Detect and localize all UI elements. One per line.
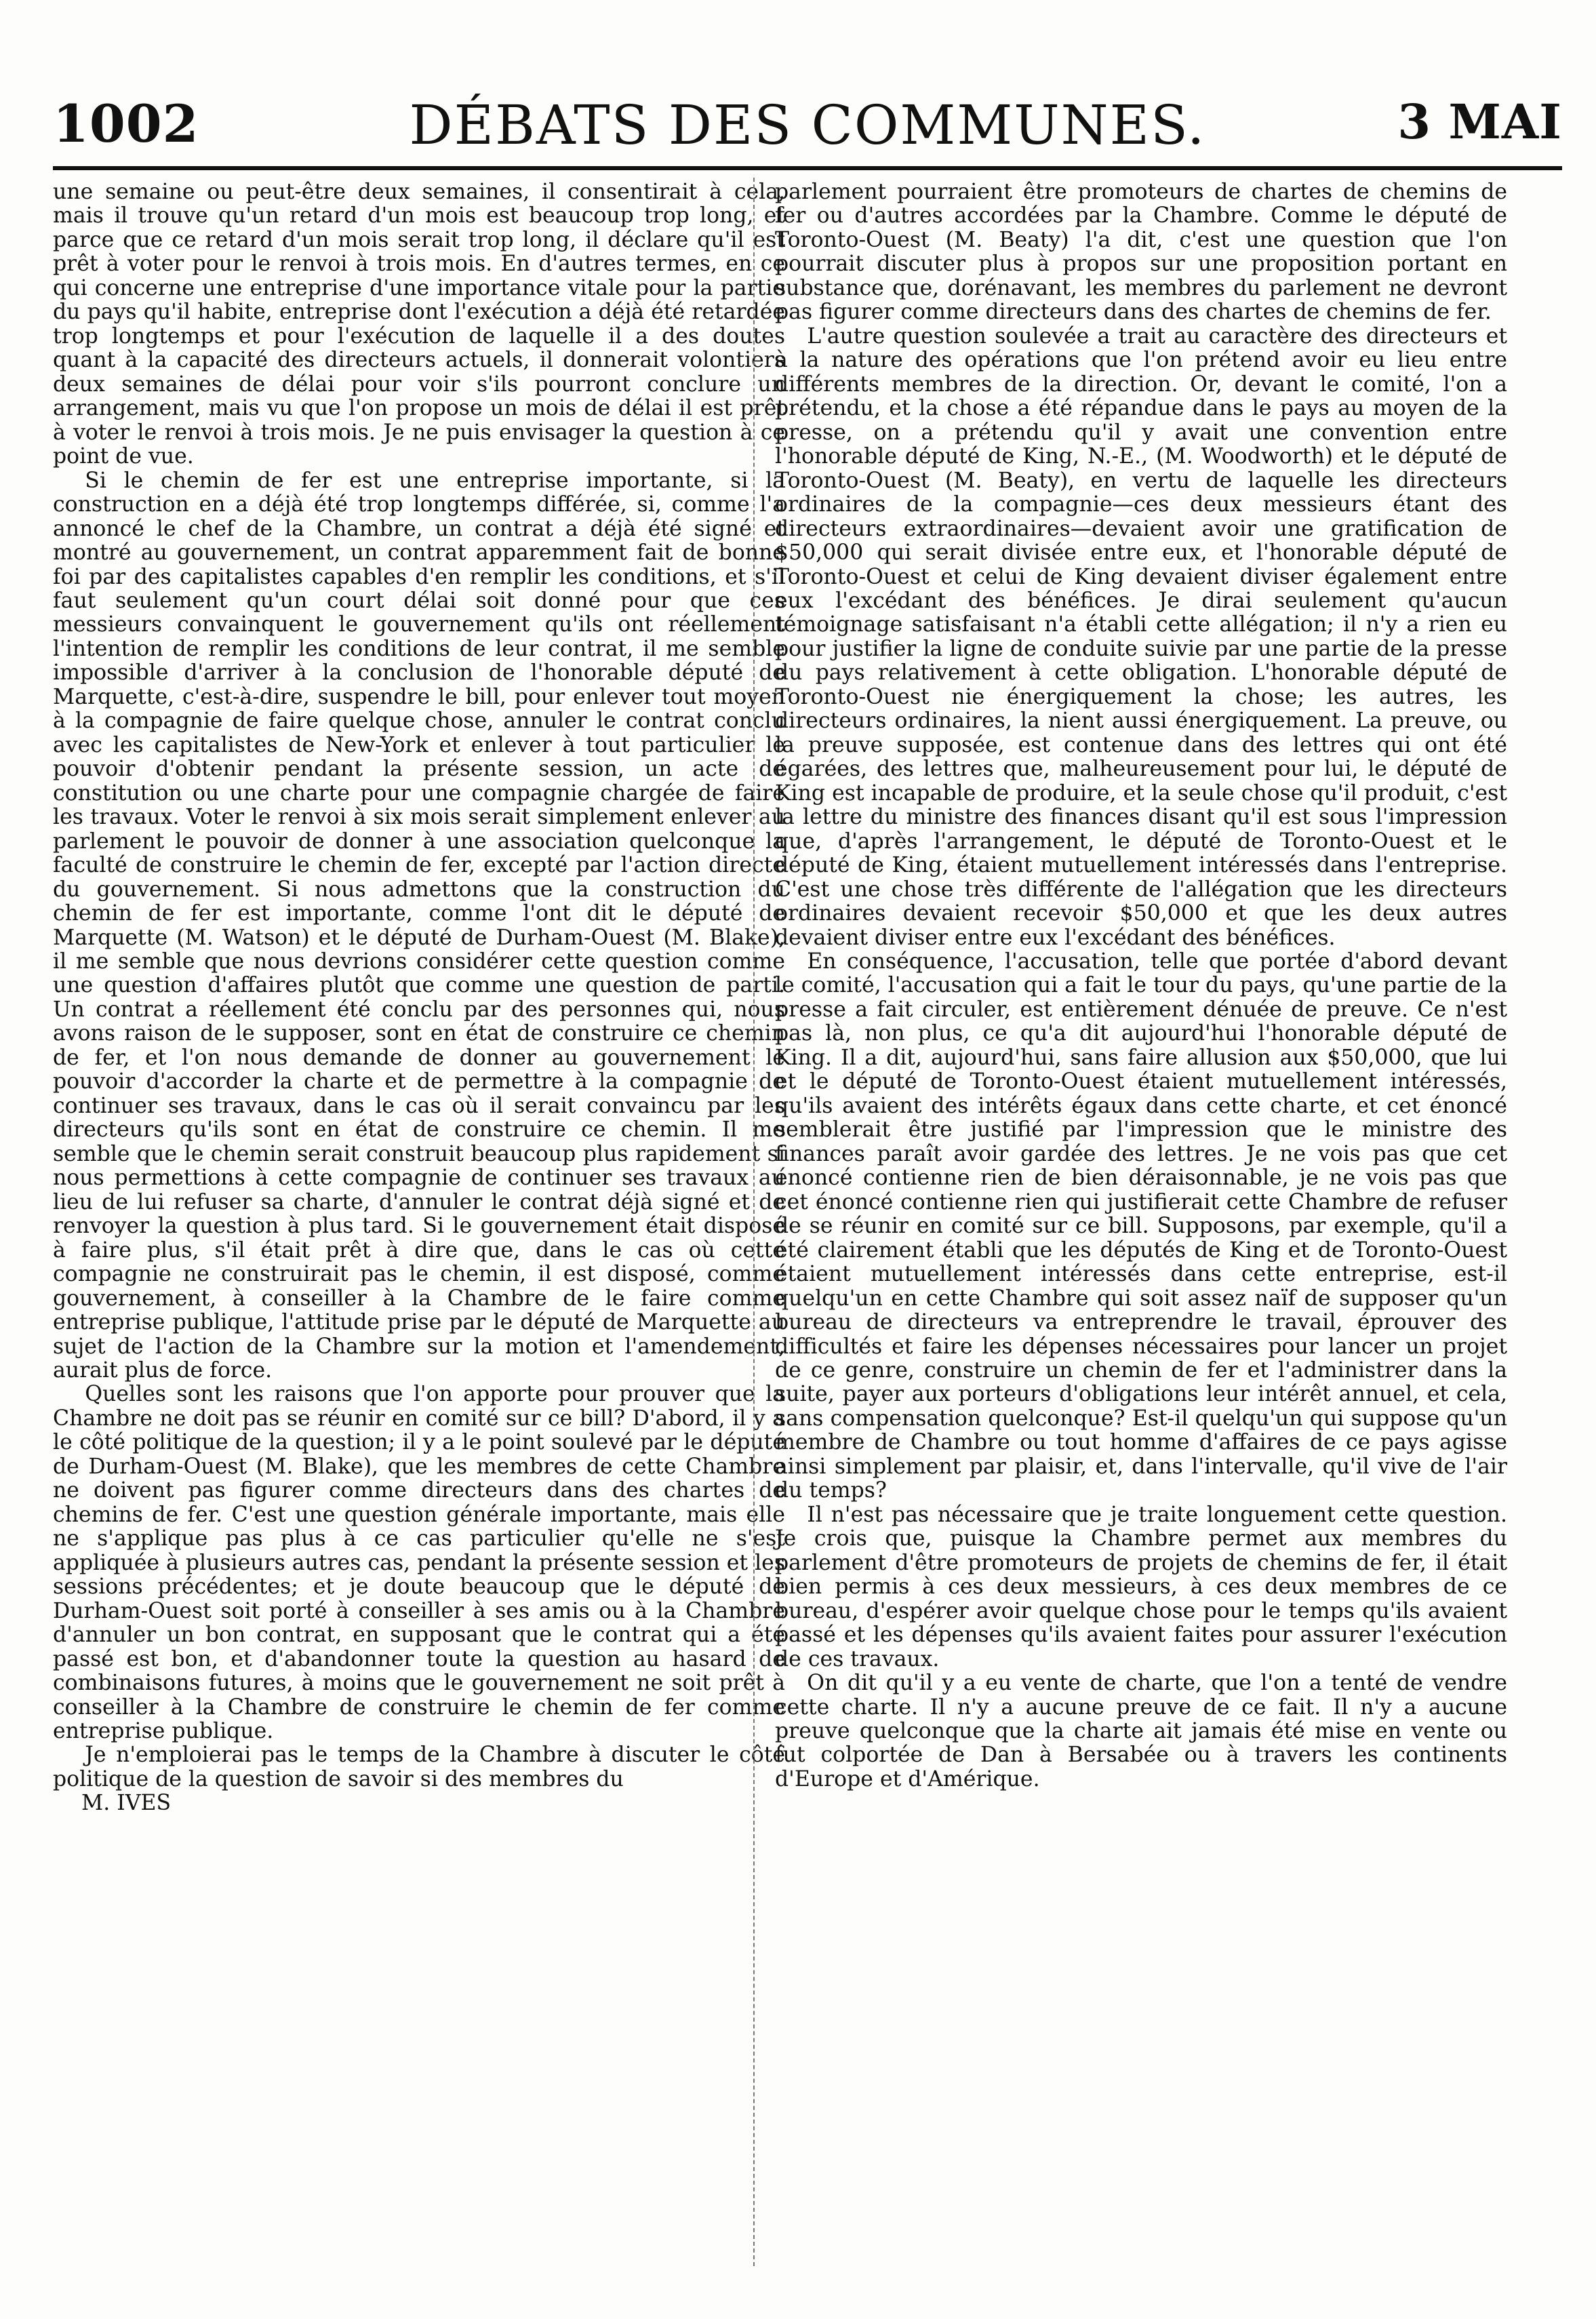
paragraph: On dit qu'il y a eu vente de charte, que l'on a tenté de vendre cette charte. Il n'y a aucune preuve de ce fait. Il n'y a aucune preuve quelconque que la charte ait jamais été mise en vente ou fut colportée de Dan à Bersabée ou à travers les continents d'Europe et d'Amérique.	[775, 1671, 1507, 1791]
column-divider	[753, 178, 755, 2266]
paragraph: L'autre question soulevée a trait au caractère des directeurs et à la nature des opérations que l'on prétend avoir eu lieu entre différents membres de la direction. Or, devant le comité, l'on a prétendu, et la chose a été répandue dans le pays au moyen de la presse, on a prétendu qu'il y avait une convention entre l'honorable député de King, N.-E., (M. Woodworth) et le député de Toronto-Ouest (M. Beaty), en vertu de laquelle les directeurs ordinaires de la compagnie—ces deux messieurs étant des directeurs extraordinaires—devaient avoir une gratification de $50,000 qui serait divisée entre eux, et l'honorable député de Toronto-Ouest et celui de King devaient diviser également entre eux l'excédant des bénéfices. Je dirai seulement qu'aucun témoignage satisfaisant n'a établi cette allégation; il n'y a rien eu pour justifier la ligne de conduite suivie par une partie de la presse du pays relativement à cette obligation. L'honorable député de Toronto-Ouest nie énergiquement la chose; les autres, les directeurs ordinaires, la nient aussi énergiquement. La preuve, ou la preuve supposée, est contenue dans des lettres qui ont été égarées, des lettres que, malheureusement pour lui, le député de King est incapable de produire, et la seule chose qu'il produit, c'est la lettre du ministre des finances disant qu'il est sous l'impression que, d'après l'arrangement, le député de Toronto-Ouest et le député de King, étaient mutuellement intéressés dans l'entreprise. C'est une chose très différente de l'allégation que les directeurs ordinaires devaient recevoir $50,000 et que les deux autres devaient diviser entre eux l'excédant des bénéfices.	[775, 323, 1507, 950]
page-number: 1002	[53, 94, 199, 154]
paragraph: parlement pourraient être promoteurs de chartes de chemins de fer ou d'autres accordées par la Chambre. Comme le député de Toronto-Ouest (M. Beaty) l'a dit, c'est une question que l'on pourrait discuter plus à propos sur une proposition portant en substance que, dorénavant, les membres du parlement ne devront pas figurer comme directeurs dans des chartes de chemins de fer.	[775, 180, 1507, 325]
right-column	[775, 180, 1507, 1791]
paragraph: une semaine ou peut-être deux semaines, il consentirait à cela, mais il trouve qu'un retard d'un mois est beaucoup trop long, et parce que ce retard d'un mois serait trop long, il déclare qu'il est prêt à voter pour le renvoi à trois mois. En d'autres termes, en ce qui concerne une entreprise d'une importance vitale pour la partie du pays qu'il habite, entreprise dont l'exécution a déjà été retardée trop longtemps et pour l'exécution de laquelle il a des doutes quant à la capacité des directeurs actuels, il donnerait volontiers deux semaines de délai pour voir s'ils pourront conclure un arrangement, mais vu que l'on propose un mois de délai il est prêt à voter le renvoi à trois mois. Je ne puis envisager la question à ce point de vue.	[53, 180, 785, 469]
left-column	[53, 180, 785, 1816]
speaker-name: M. IVES	[81, 1791, 172, 1816]
paragraph: Quelles sont les raisons que l'on apporte pour prouver que la Chambre ne doit pas se réunir en comité sur ce bill? D'abord, il y a le côté politique de la question; il y a le point soulevé par le député de Durham-Ouest (M. Blake), que les membres de cette Chambre ne doivent pas figurer comme directeurs dans des chartes de chemins de fer. C'est une question générale importante, mais elle ne s'applique pas plus à ce cas particulier qu'elle ne s'est appliquée à plusieurs autres cas, pendant la présente session et les sessions précédentes; et je doute beaucoup que le député de Durham-Ouest soit porté à conseiller à ses amis ou à la Chambre d'annuler un bon contrat, en supposant que le contrat qui a été passé est bon, et d'abandonner toute la question au hasard de combinaisons futures, à moins que le gouvernement ne soit prêt à conseiller à la Chambre de construire le chemin de fer comme entreprise publique.	[53, 1382, 785, 1743]
page-header	[53, 88, 1562, 156]
paragraph: Je n'emploierai pas le temps de la Chambre à discuter le côté politique de la question de savoir si des membres du	[53, 1743, 785, 1791]
header-rule	[53, 166, 1562, 170]
publication-title: DÉBATS DES COMMUNES.	[409, 94, 1206, 157]
paragraph: En conséquence, l'accusation, telle que portée d'abord devant le comité, l'accusation qui a fait le tour du pays, qu'une partie de la presse a fait circuler, est entièrement dénuée de preuve. Ce n'est pas là, non plus, ce qu'a dit aujourd'hui l'honorable député de King. Il a dit, aujourd'hui, sans faire allusion aux $50,000, que lui et le député de Toronto-Ouest étaient mutuellement intéressés, qu'ils avaient des intérêts égaux dans cette charte, et cet énoncé semblerait être justifié par l'impression que le ministre des finances paraît avoir gardée des lettres. Je ne vois pas que cet énoncé contienne rien de bien déraisonnable, je ne vois pas que cet énoncé contienne rien qui justifierait cette Chambre de refuser de se réunir en comité sur ce bill. Supposons, par exemple, qu'il a été clairement établi que les députés de King et de Toronto-Ouest étaient mutuellement intéressés dans cette entreprise, est-il quelqu'un en cette Chambre qui soit assez naïf de supposer qu'un bureau de directeurs va entreprendre le travail, éprouver des difficultés et faire les dépenses nécessaires pour lancer un projet de ce genre, construire un chemin de fer et l'administrer dans la suite, payer aux porteurs d'obligations leur intérêt annuel, et cela, sans compensation quelconque? Est-il quelqu'un qui suppose qu'un membre de Chambre ou tout homme d'affaires de ce pays agisse ainsi simplement par plaisir, et, dans l'intervalle, qu'il vive de l'air du temps?	[775, 949, 1507, 1503]
page-date: 3 MAI	[1397, 94, 1562, 150]
paragraph: Il n'est pas nécessaire que je traite longuement cette question. Je crois que, puisque la Chambre permet aux membres du parlement d'être promoteurs de projets de chemins de fer, il était bien permis à ces deux messieurs, à ces deux membres de ce bureau, d'espérer avoir quelque chose pour le temps qu'ils avaient passé et les dépenses qu'ils avaient faites pour assurer l'exécution de ces travaux.	[775, 1502, 1507, 1671]
paragraph: Si le chemin de fer est une entreprise importante, si la construction en a déjà été trop longtemps différée, si, comme l'a annoncé le chef de la Chambre, un contrat a déjà été signé et montré au gouvernement, un contrat apparemment fait de bonne foi par des capitalistes capables d'en remplir les conditions, et s'il faut seulement qu'un court délai soit donné pour que ces messieurs convainquent le gouvernement qu'ils ont réellement l'intention de remplir les conditions de leur contrat, il me semble impossible d'arriver à la conclusion de l'honorable député de Marquette, c'est-à-dire, suspendre le bill, pour enlever tout moyen à la compagnie de faire quelque chose, annuler le contrat conclu avec les capitalistes de New-York et enlever à tout particulier le pouvoir d'obtenir pendant la présente session, un acte de constitution ou une charte pour une compagnie chargée de faire les travaux. Voter le renvoi à six mois serait simplement enlever au parlement le pouvoir de donner à une association quelconque la faculté de construire le chemin de fer, excepté par l'action directe du gouvernement. Si nous admettons que la construction du chemin de fer est importante, comme l'ont dit le député de Marquette (M. Watson) et le député de Durham-Ouest (M. Blake), il me semble que nous devrions considérer cette question comme une question d'affaires plutôt que comme une question de parti. Un contrat a réellement été conclu par des personnes qui, nous avons raison de le supposer, sont en état de construire ce chemin de fer, et l'on nous demande de donner au gouvernement le pouvoir d'accorder la charte et de permettre à la compagnie de continuer ses travaux, dans le cas où il serait convaincu par les directeurs qu'ils sont en état de construire ce chemin. Il me semble que le chemin serait construit beaucoup plus rapidement si nous permettions à cette compagnie de continuer ses travaux au lieu de lui refuser sa charte, d'annuler le contrat déjà signé et de renvoyer la question à plus tard. Si le gouvernement était disposé à faire plus, s'il était prêt à dire que, dans le cas où cette compagnie ne construirait pas le chemin, il est disposé, comme gouvernement, à conseiller à la Chambre de le faire comme entreprise publique, l'attitude prise par le député de Marquette au sujet de l'action de la Chambre sur la motion et l'amendement, aurait plus de force.	[53, 468, 785, 1383]
